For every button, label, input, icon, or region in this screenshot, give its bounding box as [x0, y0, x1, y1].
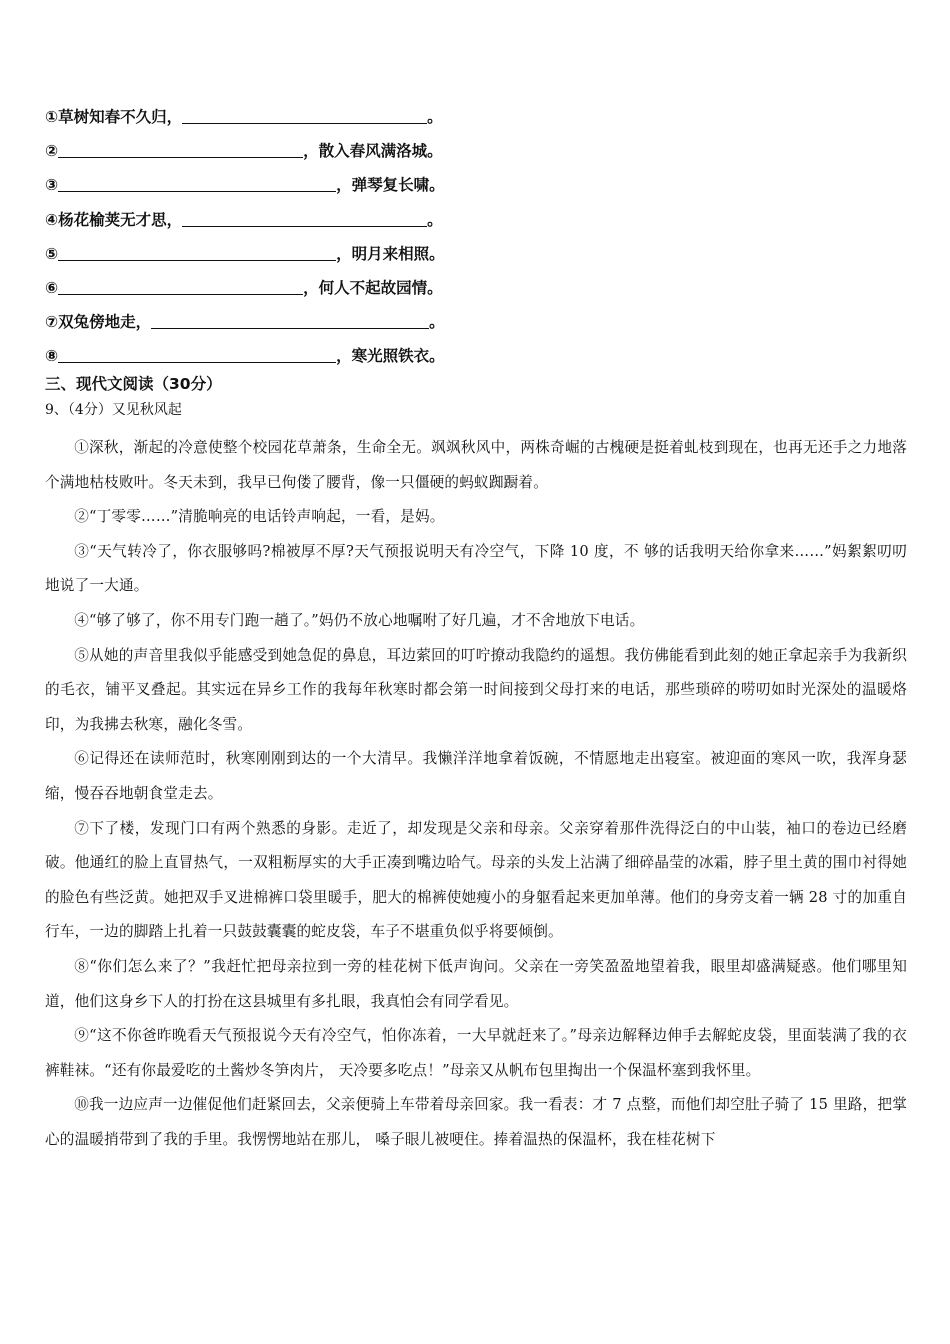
- poem-line: [45, 237, 905, 271]
- paragraph: ⑤从她的声音里我似乎能感受到她急促的鼻息，耳边萦回的叮咛撩动我隐约的遥想。我仿佛能看到此刻的她正拿起亲手为我新织的毛衣，铺平叉叠起。其实远在异乡工作的我每年秋寒时都会第一时间接到父母打来的电话，那些琐碎的唠叨如时光深处的温暖烙印，为我拂去秋寒，融化冬雪。: [45, 646, 907, 733]
- line-number: ①: [45, 108, 59, 126]
- line-text-before: 双兔傍地走，: [58, 313, 152, 332]
- poem-line: [45, 100, 905, 134]
- line-number: ⑤: [45, 244, 59, 263]
- paragraph: ②“丁零零……”清脆响亮的电话铃声响起，一看，是妈。: [74, 508, 445, 526]
- answer-blank[interactable]: [182, 106, 427, 124]
- paragraph: ⑦下了楼，发现门口有两个熟悉的身影。走近了，却发现是父亲和母亲。父亲穿着那件洗得泛白的中山装，袖口的卷边已经磨破。他通红的脸上直冒热气，一双粗粝厚实的大手正凑到嘴边哈气。母亲的头发上沾满了细碎晶莹的冰霜，脖子里土黄的围巾衬得她的脸色有些泛黄。她把双手叉进棉裤口袋里暖手，肥大的棉裤使她瘦小的身躯看起来更加单薄。他们的身旁支着一辆 28 寸的加重自行车，一边的脚踏上扎着一只鼓鼓囊囊的蛇皮袋，车子不堪重负似乎将要倾倒。: [45, 819, 907, 941]
- line-number: ⑥: [45, 278, 59, 297]
- paragraph: ③“天气转冷了，你衣服够吗?棉被厚不厚?天气预报说明天有冷空气，下降 10 度，不 够的话我明天给你拿来……”妈絮絮叨叨地说了一大通。: [45, 542, 907, 595]
- line-text-after: ，明月来相照。: [336, 244, 445, 263]
- answer-blank[interactable]: [58, 243, 336, 261]
- line-number: ⑦: [45, 313, 59, 332]
- line-text-after: ，寒光照铁衣。: [336, 347, 445, 366]
- poem-line: [45, 134, 905, 168]
- line-number: ④: [45, 210, 59, 229]
- line-text-after: 。: [429, 313, 445, 332]
- answer-blank[interactable]: [58, 277, 303, 295]
- paragraph: ⑥记得还在读师范时，秋寒刚刚到达的一个大清早。我懒洋洋地拿着饭碗，不情愿地走出寝室。被迎面的寒风一吹，我浑身瑟缩，慢吞吞地朝食堂走去。: [45, 750, 907, 802]
- line-text-before: 草树知春不久归，: [58, 108, 183, 126]
- article-body: [45, 431, 907, 1157]
- paragraph: ①深秋，渐起的冷意使整个校园花草萧条，生命全无。飒飒秋风中，两株奇崛的古槐硬是挺着虬枝到现在，也再无还手之力地落个满地枯枝败叶。冬天未到，我早已佝偻了腰背，像一只僵硬的蚂蚁踟蹰着。: [45, 439, 907, 491]
- poem-line: [45, 305, 905, 339]
- paragraph: ④“够了够了，你不用专门跑一趟了。”妈仍不放心地嘱咐了好几遍，才不舍地放下电话。: [74, 611, 645, 629]
- question-heading: 9、（4分）又见秋风起: [45, 402, 182, 418]
- paragraph: ⑧“你们怎么来了？”我赶忙把母亲拉到一旁的桂花树下低声询问。父亲在一旁笑盈盈地望着我，眼里却盛满疑惑。他们哪里知道，他们这身乡下人的打扮在这县城里有多扎眼，我真怕会有同学看见。: [45, 957, 907, 1010]
- line-text-after: ，何人不起故园情。: [303, 278, 443, 297]
- line-text-after: 。: [427, 210, 443, 229]
- line-text-after: ，散入春风满洛城。: [303, 142, 443, 161]
- poem-line: [45, 168, 905, 202]
- paragraph: ⑩我一边应声一边催促他们赶紧回去，父亲便骑上车带着母亲回家。我一看表：才 7 点整，而他们却空肚子骑了 15 里路，把掌心的温暖捎带到了我的手里。我愣愣地站在那儿， 嗓子眼儿被哽住。捧着温热的保温杯，我在桂花树下: [45, 1096, 907, 1148]
- answer-blank[interactable]: [182, 209, 427, 227]
- line-text-after: 。: [427, 108, 443, 126]
- line-number: ②: [45, 142, 59, 161]
- line-number: ③: [45, 176, 59, 195]
- answer-blank[interactable]: [151, 311, 429, 329]
- paragraph: ⑨“这不你爸昨晚看天气预报说今天有冷空气，怕你冻着，一大早就赶来了。”母亲边解释边伸手去解蛇皮袋，里面装满了我的衣裤鞋袜。“还有你最爱吃的土酱炒冬笋肉片， 天冷要多吃点！”母亲又从帆布包里掏出一个保温杯塞到我怀里。: [45, 1027, 907, 1079]
- line-text-after: ，弹琴复长啸。: [336, 176, 445, 195]
- poem-line: [45, 271, 905, 305]
- poem-line: [45, 339, 905, 373]
- line-number: ⑧: [45, 347, 59, 366]
- section-title: 三、现代文阅读（30分）: [45, 375, 222, 393]
- answer-blank[interactable]: [58, 345, 336, 363]
- poem-line: [45, 203, 905, 237]
- answer-blank[interactable]: [58, 140, 303, 158]
- line-text-before: 杨花榆荚无才思，: [58, 210, 183, 229]
- poem-fill-in-list: [45, 100, 905, 374]
- answer-blank[interactable]: [58, 174, 336, 192]
